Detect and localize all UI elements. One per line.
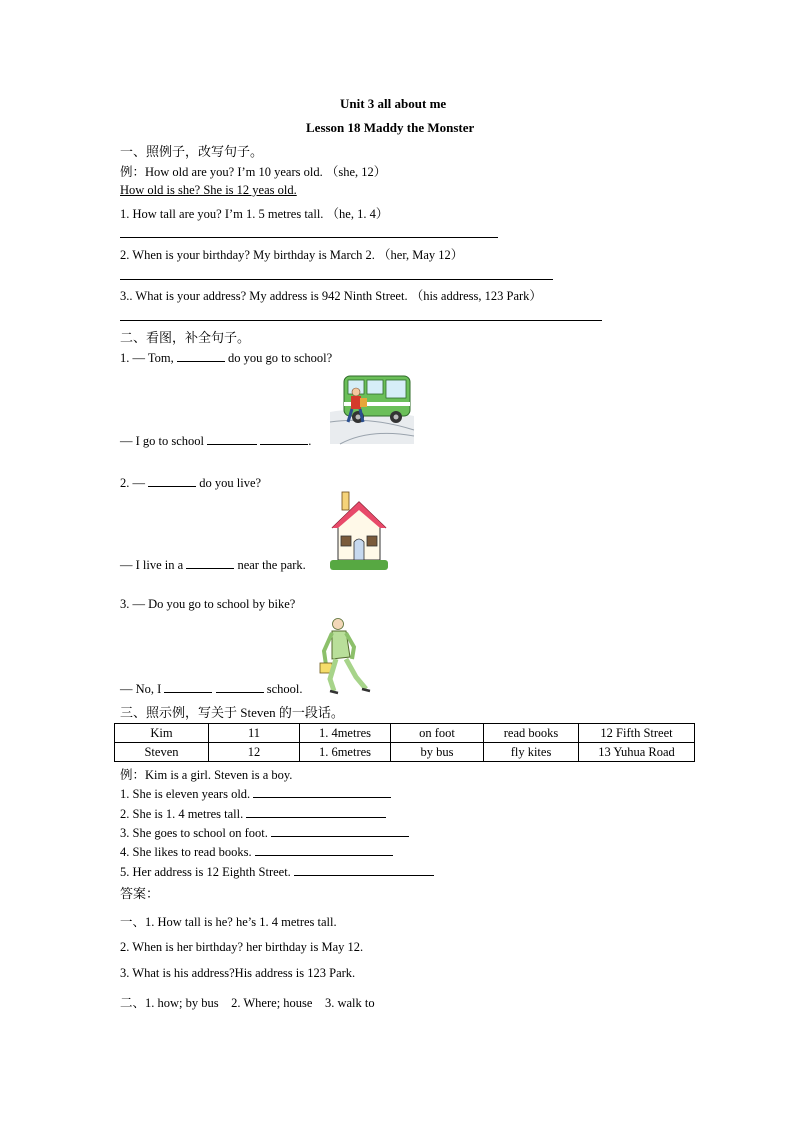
house-picture: [328, 492, 390, 572]
unit-title: Unit 3 all about me: [340, 96, 447, 111]
answer-4: 二、1. how; by bus 2. Where; house 3. walk to: [120, 996, 375, 1010]
table-cell: 1. 4metres: [300, 724, 391, 743]
blank-q2-house[interactable]: [186, 556, 234, 569]
table-cell: Kim: [115, 724, 209, 743]
sentence-text: 4. She likes to read books.: [120, 845, 252, 859]
sentence-text: 2. She is 1. 4 metres tall.: [120, 807, 244, 821]
blank-q2-where[interactable]: [148, 474, 196, 487]
blank-q1-how[interactable]: [177, 349, 225, 362]
answer-line-3[interactable]: [120, 320, 602, 321]
table-row: [115, 743, 695, 762]
blank-q3-to[interactable]: [216, 680, 264, 693]
part2-q2-a-prefix: 2. —: [120, 476, 149, 490]
blank-q3-walk[interactable]: [164, 680, 212, 693]
part2-q1-b-prefix: — I go to school: [120, 434, 208, 448]
part1-heading: 一、照例子，改写句子。: [120, 144, 264, 159]
part1-example-question: 例：How old are you? I’m 10 years old. （she, 12）: [120, 165, 387, 179]
answers-heading: 答案：: [120, 886, 160, 901]
blank-q1-by[interactable]: [207, 432, 257, 445]
sentence-text: 3. She goes to school on foot.: [120, 826, 268, 840]
part3-sentence-4: [120, 843, 393, 860]
bus-boy-picture: [330, 372, 414, 444]
part2-q1-b-suffix: .: [308, 434, 312, 448]
sentence-text: 5. Her address is 12 Eighth Street.: [120, 865, 291, 879]
rewrite-blank-1[interactable]: [253, 785, 391, 798]
rewrite-blank-5[interactable]: [294, 863, 434, 876]
part2-q1-a-suffix: do you go to school?: [224, 351, 333, 365]
part2-q2-b-prefix: — I live in a: [120, 558, 187, 572]
rewrite-blank-2[interactable]: [246, 805, 386, 818]
walking-man-picture: [316, 617, 372, 695]
part2-q2-line-b: [120, 556, 306, 573]
answer-line-2[interactable]: [120, 279, 553, 280]
part2-q2-a-suffix: do you live?: [196, 476, 262, 490]
part2-q2-b-suffix: near the park.: [234, 558, 306, 572]
table-cell: 1. 6metres: [300, 743, 391, 762]
part3-sentence-2: [120, 805, 386, 822]
part2-q3-line-b: [120, 680, 302, 697]
part2-q3-b-suffix: school.: [263, 682, 303, 696]
answer-3: 3. What is his address?His address is 123 Park.: [120, 966, 356, 980]
answer-2: 2. When is her birthday? her birthday is May 12.: [120, 940, 364, 954]
part3-example: 例：Kim is a girl. Steven is a boy.: [120, 768, 293, 782]
table-cell: 13 Yuhua Road: [579, 743, 695, 762]
table-cell: 11: [209, 724, 300, 743]
table-cell: Steven: [115, 743, 209, 762]
part2-q1-a-prefix: 1. — Tom,: [120, 351, 177, 365]
table-cell: 12: [209, 743, 300, 762]
part2-q1-line-a: [120, 349, 332, 366]
table-cell: by bus: [391, 743, 484, 762]
answer-line-1[interactable]: [120, 237, 498, 238]
part3-sentence-5: [120, 863, 434, 880]
rewrite-blank-4[interactable]: [255, 843, 393, 856]
part3-sentence-1: [120, 785, 391, 802]
lesson-title: Lesson 18 Maddy the Monster: [306, 120, 475, 135]
table-cell: 12 Fifth Street: [579, 724, 695, 743]
part1-example-answer: How old is she? She is 12 yeas old.: [120, 183, 297, 197]
part2-q3-b-prefix: — No, I: [120, 682, 165, 696]
part2-heading: 二、看图，补全句子。: [120, 330, 251, 345]
part1-question-2: 2. When is your birthday? My birthday is March 2. （her, May 12）: [120, 248, 464, 262]
part2-q3-line-a: 3. — Do you go to school by bike?: [120, 597, 296, 611]
info-table: [114, 723, 695, 762]
rewrite-blank-3[interactable]: [271, 824, 409, 837]
part2-q1-line-b: [120, 432, 311, 449]
blank-q1-bus[interactable]: [260, 432, 308, 445]
part3-sentence-3: [120, 824, 409, 841]
table-cell: on foot: [391, 724, 484, 743]
part2-q2-line-a: [120, 474, 261, 491]
table-row: [115, 724, 695, 743]
sentence-text: 1. She is eleven years old.: [120, 787, 251, 801]
table-cell: fly kites: [484, 743, 579, 762]
part1-question-3: 3.. What is your address? My address is 942 Ninth Street. （his address, 123 Park）: [120, 289, 542, 303]
part3-heading: 三、照示例，写关于 Steven 的一段话。: [120, 705, 344, 720]
part1-question-1: 1. How tall are you? I’m 1. 5 metres tall. （he, 1. 4）: [120, 207, 389, 221]
table-cell: read books: [484, 724, 579, 743]
answer-1: 一、1. How tall is he? he’s 1. 4 metres tall.: [120, 915, 337, 929]
